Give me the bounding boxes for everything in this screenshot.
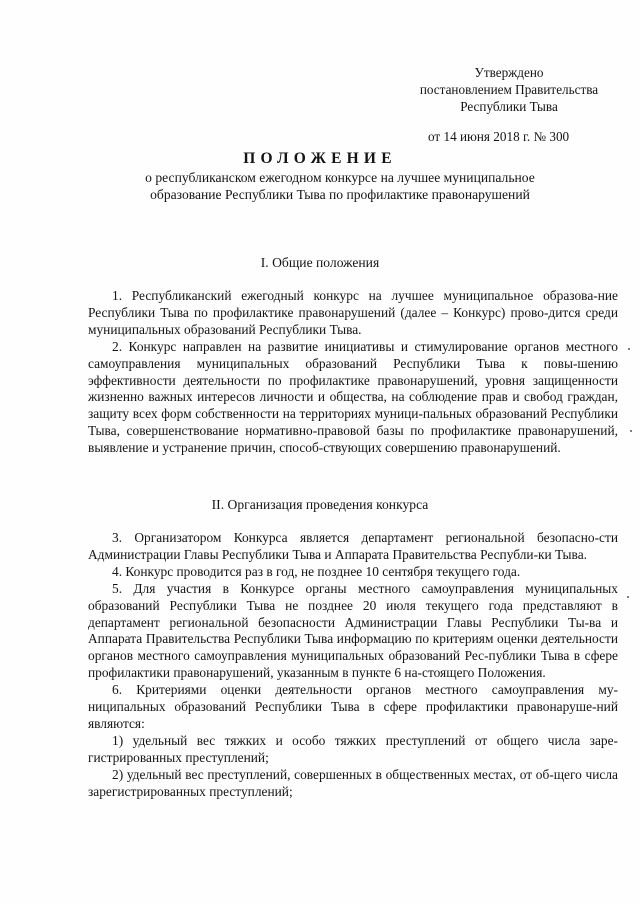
approval-date: от 14 июня 2018 г. № 300 (428, 129, 570, 144)
approval-line-3: Республики Тыва (460, 99, 558, 114)
paragraph-4: 4. Конкурс проводится раз в год, не позднее 10 сентября текущего года. (112, 563, 521, 579)
criterion-2: 2) удельный вес преступлений, совершенных в общественных местах, от об-щего числа зарегистрированных преступлений; (88, 766, 618, 799)
approval-stamp (398, 64, 620, 115)
scan-speck (627, 596, 629, 598)
paragraph-6: 6. Критериями оценки деятельности органов местного самоуправления му-ниципальных образований Республики Тыва в сфере профилактики правонаруше-ний являются: (88, 682, 618, 731)
scan-speck (630, 430, 632, 432)
document-subtitle: о республиканском ежегодном конкурсе на лучшее муниципальное образование Республики Тыва по профилактике правонарушений (145, 170, 535, 202)
section-heading-organization: II. Организация проведения конкурса (211, 497, 429, 512)
paragraph-2: 2. Конкурс направлен на развитие инициативы и стимулирование органов местного самоуправления муниципальных образований Республики Тыва к повы-шению эффективности деятельности по профилактике правонарушений, уровня защищенности жизненно важных интересов личности и общества, на соблюдение прав и свобод граждан, защиту всех форм собственности на территориях муници-пальных образований Республики Тыва, совершенствование нормативно-правовой базы по профилактике правонарушений, выявление и устранение причин, способ-ствующих совершению правонарушений. (88, 338, 618, 456)
scan-speck (628, 348, 630, 350)
document-title: ПОЛОЖЕНИЕ (243, 150, 397, 167)
approval-line-1: Утверждено (474, 65, 544, 80)
section-body-general (88, 288, 618, 457)
paragraph-5: 5. Для участия в Конкурсе органы местного самоуправления муниципальных образований Республики Тыва не позднее 20 июля текущего года представляют в департамент региональной безопасности Администрации Главы Республики Ты-ва и Аппарата Правительства Республики Тыва информацию по критериям оценки деятельности органов местного самоуправления муниципальных образований Рес-публики Тыва в сфере профилактики правонарушений, указанным в пункте 6 на-стоящего Положения. (88, 580, 618, 681)
paragraph-1: 1. Республиканский ежегодный конкурс на лучшее муниципальное образова-ние Республики Тыва по профилактике правонарушений (далее – Конкурс) прово-дится среди муниципальных образований Республики Тыва. (88, 288, 618, 337)
approval-line-2: постановлением Правительства (419, 82, 599, 97)
paragraph-3: 3. Организатором Конкурса является департамент региональной безопасно-сти Администрации Главы Республики Тыва и Аппарата Правительства Республи-ки Тыва. (88, 530, 618, 562)
criterion-1: 1) удельный вес тяжких и особо тяжких преступлений от общего числа заре-гистрированных преступлений; (88, 732, 618, 765)
section-heading-general: I. Общие положения (260, 255, 380, 270)
section-body-organization (88, 530, 618, 801)
